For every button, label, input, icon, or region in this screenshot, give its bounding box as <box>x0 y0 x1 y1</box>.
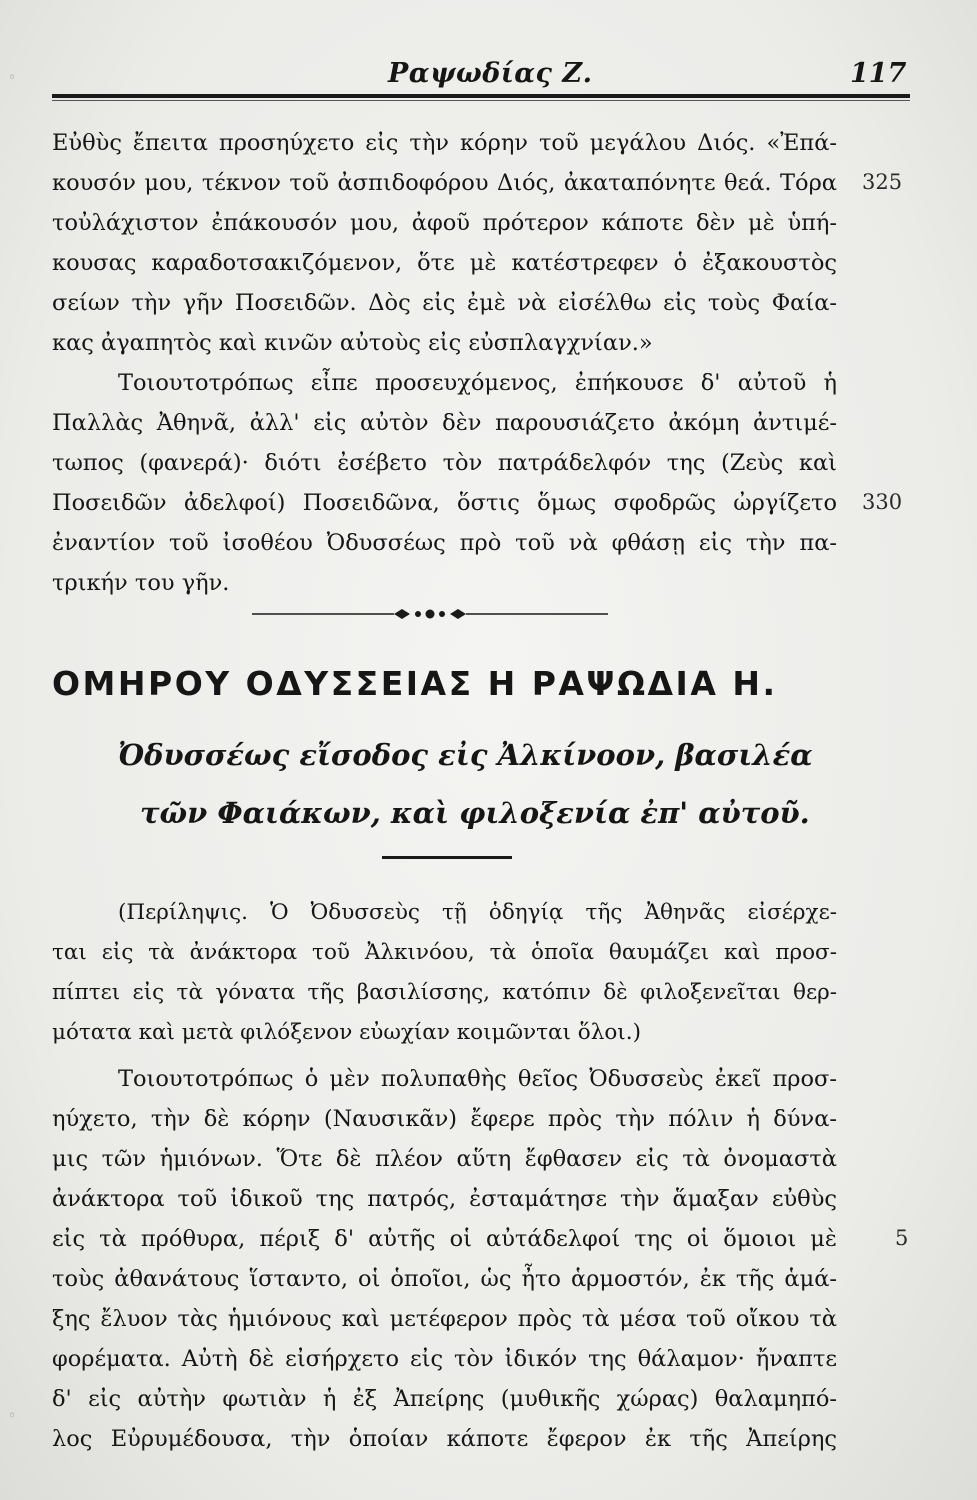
running-head: Ραψωδίας Ζ. <box>388 58 593 89</box>
text-line: εἰς τὰ πρόθυρα, πέριξ δ' αὐτῆς οἱ αὐτάδελφοί της οἱ ὅμοιοι μὲ <box>52 1226 837 1252</box>
text-line: Εὐθὺς ἔπειτα προσηύχετο εἰς τὴν κόρην τοῦ μεγάλου Διός. «Ἐπά- <box>52 130 837 156</box>
text-line: κουσας καραδοτσακιζόμενον, ὅτε μὲ κατέστρεφεν ὁ ἐξακουστὸς <box>52 250 837 276</box>
chapter-subtitle-line: τῶν Φαιάκων, καὶ φιλοξενία ἐπ' αὐτοῦ. <box>140 796 810 830</box>
text-line: κας ἀγαπητὸς καὶ κινῶν αὐτοὺς εἰς εὐσπλαγχνίαν.» <box>52 330 653 356</box>
summary-line: (Περίληψις. Ὁ Ὀδυσσεὺς τῇ ὁδηγίᾳ τῆς Ἀθηνᾶς εἰσέρχε- <box>118 900 837 925</box>
binding-mark: ◦ <box>8 70 17 86</box>
verse-number: 325 <box>862 170 903 194</box>
summary-line: πίπτει εἰς τὰ γόνατα τῆς βασιλίσσης, κατόπιν δὲ φιλοξενεῖται θερ- <box>52 980 837 1005</box>
text-line: Παλλὰς Ἀθηνᾶ, ἀλλ' εἰς αὐτὸν δὲν παρουσιάζετο ἀκόμη ἀντιμέ- <box>52 410 837 436</box>
ornament-divider <box>252 604 608 624</box>
text-line: δ' εἰς αὐτὴν φωτιὰν ἡ ἐξ Ἀπείρης (μυθικῆς χώρας) θαλαμηπό- <box>52 1386 837 1412</box>
text-line: ηύχετο, τὴν δὲ κόρην (Ναυσικᾶν) ἔφερε πρὸς τὴν πόλιν ἡ δύνα- <box>52 1106 837 1132</box>
text-line: Τοιουτοτρόπως ὁ μὲν πολυπαθὴς θεῖος Ὀδυσσεὺς ἐκεῖ προσ- <box>118 1066 837 1092</box>
header-rule <box>52 94 910 98</box>
header-rule-thin <box>52 100 910 101</box>
text-line: λος Εὐρυμέδουσα, τὴν ὁποίαν κάποτε ἔφερον ἐκ τῆς Ἀπείρης <box>52 1426 837 1452</box>
chapter-subtitle-line: Ὀδυσσέως εἴσοδος εἰς Ἀλκίνοον, βασιλέα <box>118 738 813 772</box>
text-line: ξης ἔλυον τὰς ἡμιόνους καὶ μετέφερον πρὸς τὰ μέσα τοῦ οἴκου τὰ <box>52 1306 837 1332</box>
text-line: τωπος (φανερά)· διότι ἐσέβετο τὸν πατράδελφόν της (Ζεὺς καὶ <box>52 450 837 476</box>
text-line: Ποσειδῶν ἀδελφοί) Ποσειδῶνα, ὅστις ὅμως σφοδρῶς ὠργίζετο <box>52 490 837 516</box>
chapter-title: ΟΜΗΡΟΥ ΟΔΥΣΣΕΙΑΣ Η ΡΑΨΩΔΙΑ Η. <box>52 664 778 703</box>
text-line: τοὺς ἀθανάτους ἵσταντο, οἱ ὁποῖοι, ὡς ἦτο ἁρμοστόν, ἐκ τῆς ἁμά- <box>52 1266 837 1292</box>
page-number: 117 <box>850 58 907 89</box>
subtitle-rule <box>382 856 512 859</box>
text-line: ἀνάκτορα τοῦ ἰδικοῦ της πατρός, ἐσταμάτησε τὴν ἅμαξαν εὐθὺς <box>52 1186 837 1212</box>
summary-line: ται εἰς τὰ ἀνάκτορα τοῦ Ἀλκινόου, τὰ ὁποῖα θαυμάζει καὶ προσ- <box>52 940 837 965</box>
verse-number: 330 <box>862 490 903 514</box>
text-line: φορέματα. Αὐτὴ δὲ εἰσήρχετο εἰς τὸν ἰδικόν της θάλαμον· ἤναπτε <box>52 1346 837 1372</box>
verse-number: 5 <box>895 1226 909 1250</box>
text-line: μις τῶν ἡμιόνων. Ὅτε δὲ πλέον αὕτη ἔφθασεν εἰς τὰ ὀνομαστὰ <box>52 1146 837 1172</box>
text-line: Τοιουτοτρόπως εἶπε προσευχόμενος, ἐπήκουσε δ' αὐτοῦ ἡ <box>118 370 837 396</box>
binding-mark: ◦ <box>8 1408 17 1424</box>
text-line: τοὐλάχιστον ἐπάκουσόν μου, ἀφοῦ πρότερον κάποτε δὲν μὲ ὑπή- <box>52 210 837 236</box>
text-line: σείων τὴν γῆν Ποσειδῶν. Δὸς εἰς ἐμὲ νὰ εἰσέλθω εἰς τοὺς Φαία- <box>52 290 837 316</box>
text-line: τρικήν του γῆν. <box>52 570 230 596</box>
text-line: κουσόν μου, τέκνον τοῦ ἀσπιδοφόρου Διός, ἀκαταπόνητε θεά. Τόρα <box>52 170 837 196</box>
summary-line: μότατα καὶ μετὰ φιλόξενον εὐωχίαν κοιμῶνται ὅλοι.) <box>52 1020 641 1045</box>
text-line: ἐναντίον τοῦ ἰσοθέου Ὀδυσσέως πρὸ τοῦ νὰ φθάσῃ εἰς τὴν πα- <box>52 530 837 556</box>
